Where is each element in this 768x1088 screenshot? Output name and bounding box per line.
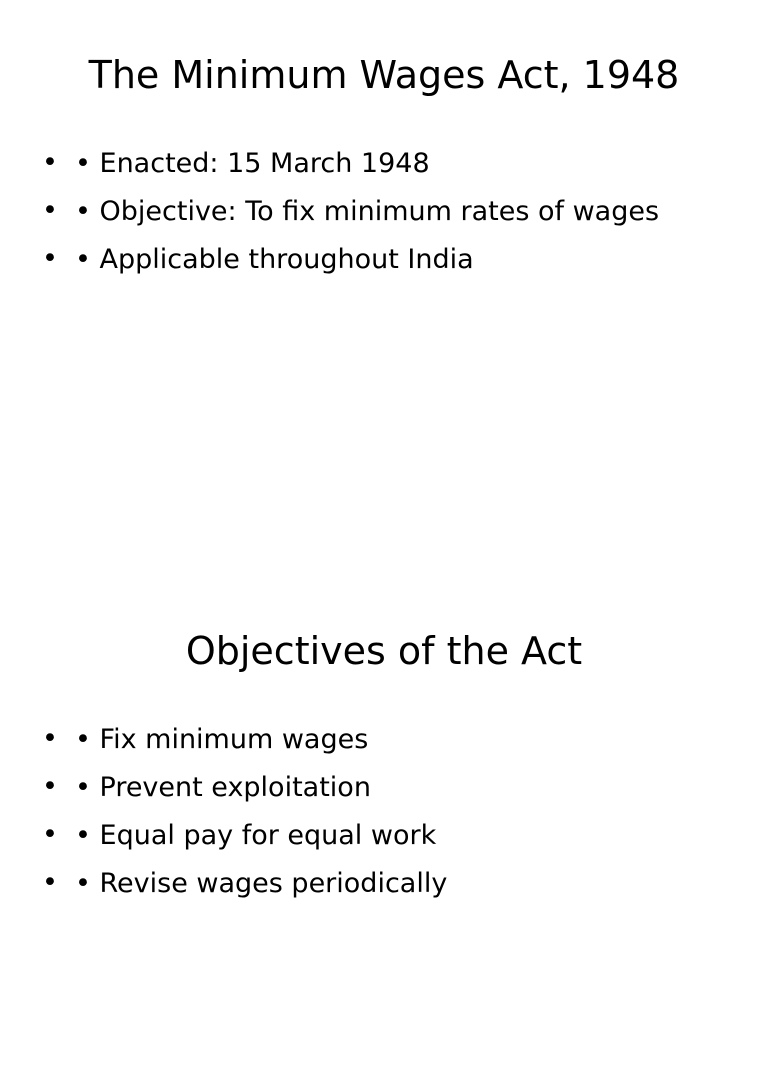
list-item [42,236,659,284]
bullet-dot-icon: • [42,771,58,802]
slide-title: Objectives of the Act [185,629,583,673]
list-item [42,140,659,188]
list-item-text: • Applicable throughout India [75,244,474,275]
bullet-dot-icon: • [42,819,58,850]
bullet-list [42,716,447,908]
slide-1 [0,0,768,512]
list-item-text: • Revise wages periodically [75,868,448,899]
bullet-dot-icon: • [42,867,58,898]
list-item [42,188,659,236]
list-item [42,860,447,908]
slide-2 [0,576,768,1088]
list-item-text: • Enacted: 15 March 1948 [75,148,430,179]
slide-title: The Minimum Wages Act, 1948 [88,53,680,97]
list-item-text: • Objective: To fix minimum rates of wages [75,196,660,227]
list-item [42,764,447,812]
list-item [42,716,447,764]
bullet-dot-icon: • [42,195,58,226]
list-item-text: • Prevent exploitation [75,772,371,803]
list-item-text: • Fix minimum wages [75,724,369,755]
list-item-text: • Equal pay for equal work [75,820,437,851]
bullet-dot-icon: • [42,723,58,754]
list-item [42,812,447,860]
bullet-dot-icon: • [42,243,58,274]
bullet-list [42,140,659,284]
bullet-dot-icon: • [42,147,58,178]
